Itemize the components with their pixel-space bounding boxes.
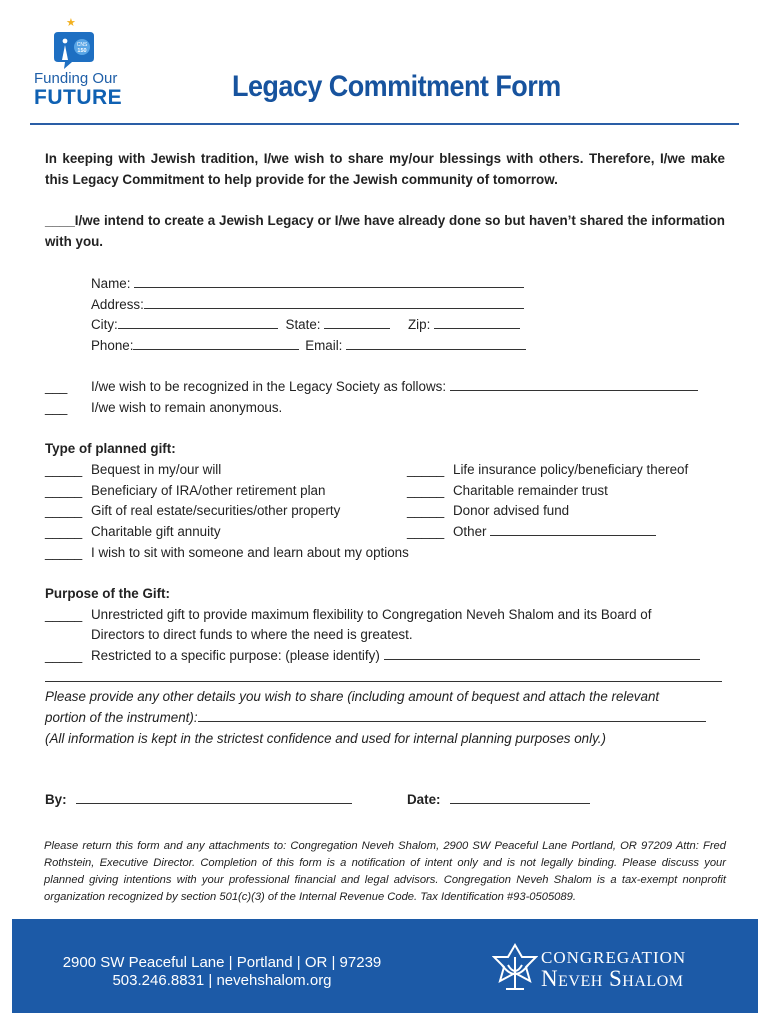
- zip-label: Zip:: [408, 317, 431, 332]
- footer-org-line2: Neveh Shalom: [541, 966, 684, 991]
- intro-paragraph: In keeping with Jewish tradition, I/we wish to share my/our blessings with others. Therefore, I/we make this Legacy Commitment to help provide for the Jewish community of tomorrow.: [45, 151, 725, 187]
- return-note: Please return this form and any attachments to: Congregation Neveh Shalom, 2900 SW Peaceful Lane Portland, OR 97209 Attn: Fred Rothstein, Executive Director. Completion of this form is a notification of intent only and is not legally binding. Please discuss your planned giving intentions with your professional financial and legal advisors. Congregation Neveh Shalom is a tax-exempt nonprofit organization recognized by section 501(c)(3) of the Internal Revenue Code. Tax Identification #93-0505089.: [44, 840, 726, 903]
- gift-left-blank-2[interactable]: _____: [45, 483, 83, 498]
- gift-right-blank-2[interactable]: _____: [407, 483, 445, 498]
- state-label: State:: [285, 317, 321, 332]
- by-label: By:: [45, 792, 67, 807]
- purpose-unrestricted-line2: Directors to direct funds to where the need is greatest.: [91, 627, 413, 642]
- funding-logo-icon: [52, 30, 96, 70]
- details-line2: [45, 707, 706, 728]
- address-label: Address:: [91, 297, 144, 312]
- zip-field[interactable]: [434, 314, 520, 329]
- gift-right-blank-4[interactable]: _____: [407, 524, 445, 539]
- name-row: [91, 273, 524, 294]
- purpose-restricted: [91, 645, 700, 666]
- gift-left-option-1: Bequest in my/our will: [91, 462, 222, 477]
- details-line2-text: portion of the instrument):: [45, 710, 198, 725]
- phone-field[interactable]: [133, 335, 299, 350]
- details-line1: Please provide any other details you wish to share (including amount of bequest and attach the relevant: [45, 689, 660, 704]
- purpose-heading: Purpose of the Gift:: [45, 586, 170, 601]
- recognition-name-field[interactable]: [450, 376, 698, 391]
- address-row: [91, 294, 524, 315]
- name-label: Name:: [91, 276, 131, 291]
- gift-left-blank-5[interactable]: _____: [45, 545, 83, 560]
- email-field[interactable]: [346, 335, 526, 350]
- city-label: City:: [91, 317, 118, 332]
- recognition-option-2: I/we wish to remain anonymous.: [91, 400, 283, 415]
- details-field[interactable]: [198, 707, 706, 722]
- purpose-restricted-field[interactable]: [384, 645, 700, 660]
- gift-right-option-1: Life insurance policy/beneficiary thereof: [453, 462, 689, 477]
- gift-right-blank-1[interactable]: _____: [407, 462, 445, 477]
- by-field[interactable]: [76, 789, 352, 804]
- recognition-blank-1[interactable]: ___: [45, 379, 68, 394]
- purpose-blank-2[interactable]: _____: [45, 648, 83, 663]
- gift-left-option-2: Beneficiary of IRA/other retirement plan: [91, 483, 326, 498]
- by-row: [45, 789, 352, 810]
- city-field[interactable]: [118, 314, 278, 329]
- name-field[interactable]: [134, 273, 524, 288]
- gift-left-blank-1[interactable]: _____: [45, 462, 83, 477]
- footer-org-line1: CONGREGATION: [541, 948, 687, 967]
- recognition-option-1: [91, 376, 698, 397]
- intend-text: I/we intend to create a Jewish Legacy or I/we have already done so but haven’t shared the information with you.: [45, 213, 725, 249]
- intend-blank[interactable]: ____: [45, 213, 75, 228]
- star-icon: ★: [66, 17, 76, 29]
- page-title: Legacy Commitment Form: [232, 70, 561, 103]
- gift-right-blank-3[interactable]: _____: [407, 503, 445, 518]
- phone-row: [91, 335, 526, 356]
- date-row: [407, 789, 590, 810]
- gift-right-option-3: Donor advised fund: [453, 503, 570, 518]
- recognition-blank-2[interactable]: ___: [45, 400, 68, 415]
- logo-future-text: FUTURE: [34, 86, 123, 109]
- confidential-note: (All information is kept in the strictest confidence and used for internal planning purposes only.): [45, 731, 606, 746]
- recognition-option-1-text: I/we wish to be recognized in the Legacy Society as follows:: [91, 379, 447, 394]
- logo-badge-text: CNS: [76, 42, 88, 48]
- gift-left-blank-4[interactable]: _____: [45, 524, 83, 539]
- footer-address: 2900 SW Peaceful Lane | Portland | OR | 97239: [62, 954, 382, 971]
- footer-contact: 503.246.8831 | nevehshalom.org: [112, 972, 332, 989]
- email-label: Email:: [305, 338, 343, 353]
- logo-badge-year: 150: [77, 48, 87, 54]
- date-label: Date:: [407, 792, 441, 807]
- menorah-star-icon: [492, 943, 538, 991]
- gift-left-option-5: I wish to sit with someone and learn about my options: [91, 545, 409, 560]
- planned-gift-heading: Type of planned gift:: [45, 441, 176, 456]
- logo-funding-text: Funding Our: [34, 70, 118, 87]
- gift-right-option-4: [453, 521, 656, 542]
- purpose-blank-1[interactable]: _____: [45, 607, 83, 622]
- gift-right-option-2: Charitable remainder trust: [453, 483, 608, 498]
- gift-other-field[interactable]: [490, 521, 656, 536]
- gift-left-option-4: Charitable gift annuity: [91, 524, 221, 539]
- header-divider: [30, 123, 739, 125]
- state-field[interactable]: [324, 314, 390, 329]
- gift-left-blank-3[interactable]: _____: [45, 503, 83, 518]
- purpose-extra-line[interactable]: [45, 681, 722, 682]
- gift-other-label: Other: [453, 524, 487, 539]
- gift-left-option-3: Gift of real estate/securities/other property: [91, 503, 341, 518]
- address-field[interactable]: [144, 294, 524, 309]
- purpose-unrestricted-line1: Unrestricted gift to provide maximum flexibility to Congregation Neveh Shalom and its Board of: [91, 607, 652, 622]
- city-row: [91, 314, 520, 335]
- intend-statement: [45, 210, 725, 252]
- phone-label: Phone:: [91, 338, 134, 353]
- purpose-restricted-text: Restricted to a specific purpose: (please identify): [91, 648, 380, 663]
- date-field[interactable]: [450, 789, 590, 804]
